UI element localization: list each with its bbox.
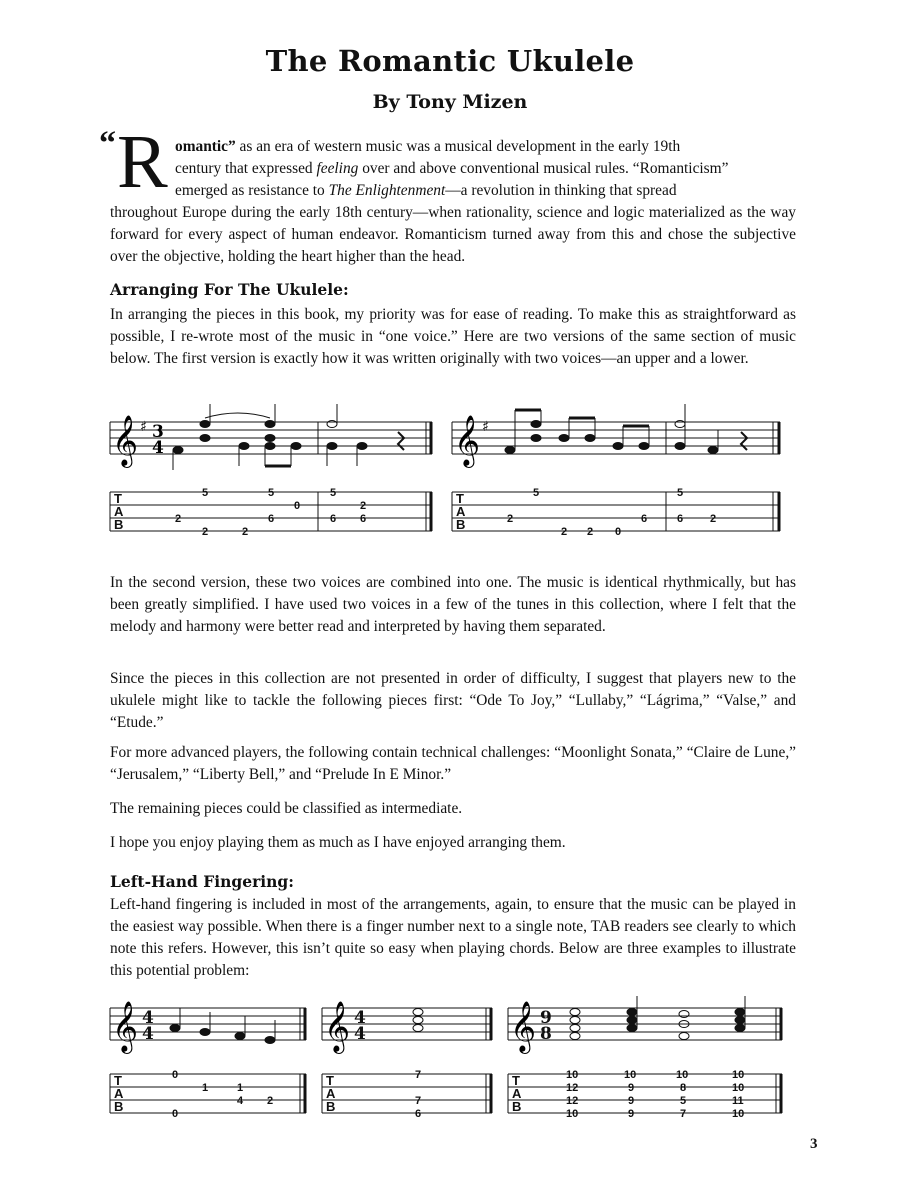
example3-tab-numbers [172,1069,273,1120]
example4-tab [322,1074,492,1113]
svg-text:T: T [114,491,122,506]
svg-text:10: 10 [732,1082,745,1094]
svg-text:10: 10 [624,1069,637,1081]
svg-text:5: 5 [330,487,337,499]
ex1-time-bottom: 4 [152,438,164,458]
svg-text:12: 12 [566,1082,579,1094]
treble-clef-icon: 𝄞 [510,1001,537,1052]
svg-text:2: 2 [587,526,594,538]
svg-text:10: 10 [732,1108,745,1120]
svg-text:11: 11 [732,1095,744,1107]
row2-notes [170,996,745,1044]
paragraph-arranging-2: In the second version, these two voices are combined into one. The music is identical rhythmically, but has been greatly simplified. I have used two voices in a few of the tunes in this collection, where I felt that the melody and harmony were better read and interpreted by having them separated. [110,574,796,635]
svg-text:B: B [456,517,466,532]
svg-text:2: 2 [507,513,514,525]
svg-text:A: A [456,504,466,519]
rests [398,432,747,450]
intro-line3: emerged as resistance to [175,182,329,199]
open-quote: “ [99,125,116,162]
ex4-time-bottom: 4 [354,1024,366,1044]
svg-text:T: T [326,1073,334,1088]
svg-text:6: 6 [268,513,275,525]
svg-text:2: 2 [202,526,209,538]
ex5-time-top: 9 [540,1008,552,1028]
treble-clef-icon: 𝄞 [112,1001,139,1052]
svg-text:10: 10 [566,1108,579,1120]
drop-cap: R [117,120,168,204]
intro-line3-rest: —a revolution in thinking that spread [445,182,677,199]
svg-text:1: 1 [202,1082,209,1094]
svg-text:5: 5 [680,1095,687,1107]
svg-text:T: T [512,1073,520,1088]
svg-text:12: 12 [566,1095,579,1107]
page-number: 3 [810,1136,818,1152]
example2-tab-numbers [507,487,716,538]
key-signature-sharp-icon: ♯ [140,419,147,435]
svg-text:10: 10 [732,1069,745,1081]
example4-tab-numbers [415,1069,421,1120]
svg-text:5: 5 [268,487,275,499]
svg-text:T: T [114,1073,122,1088]
svg-text:T: T [456,491,464,506]
svg-text:2: 2 [242,526,249,538]
svg-text:B: B [114,1099,124,1114]
svg-text:0: 0 [172,1069,179,1081]
intro-enlightenment: The Enlightenment [328,182,446,199]
svg-text:2: 2 [710,513,717,525]
paragraph-fingering: Left-hand fingering is included in most of the arrangements, again, to ensure that the music can be played in the easiest way possible. When there is a finger number next to a single note, TAB readers see clearly to which note this refers. However, this isn’t quite so easy when playing chords. Below are three examples to illustrate this potential problem: [110,896,796,979]
example1-notes [173,404,367,470]
svg-text:8: 8 [680,1082,687,1094]
example1-tab-numbers [175,487,366,538]
intro-line2: century that expressed [175,160,317,177]
paragraph-arranging-5: The remaining pieces could be classified as intermediate. [110,800,463,817]
svg-text:B: B [326,1099,336,1114]
paragraph-arranging-6: I hope you enjoy playing them as much as I have enjoyed arranging them. [110,834,566,851]
svg-text:6: 6 [677,513,684,525]
svg-text:2: 2 [267,1095,274,1107]
svg-text:5: 5 [202,487,209,499]
svg-text:9: 9 [628,1082,635,1094]
svg-text:A: A [512,1086,522,1101]
key-signature-sharp-icon: ♯ [482,419,489,435]
intro-first-word: omantic” [175,138,236,155]
svg-text:0: 0 [615,526,622,538]
svg-text:10: 10 [676,1069,689,1081]
svg-text:7: 7 [680,1108,687,1120]
svg-text:5: 5 [533,487,540,499]
heading-arranging: Arranging For The Ukulele: [110,280,349,299]
ex4-time-top: 4 [354,1008,366,1028]
svg-text:A: A [326,1086,336,1101]
svg-text:B: B [114,517,124,532]
svg-text:2: 2 [360,500,367,512]
ex5-time-bottom: 8 [540,1024,552,1044]
tab-label [114,491,466,532]
svg-text:4: 4 [237,1095,244,1107]
svg-text:7: 7 [415,1069,422,1081]
svg-text:A: A [114,1086,124,1101]
paragraph-arranging-4: For more advanced players, the following contain technical challenges: “Moonlight Sonata,” “Claire de Lune,” “Jerusalem,” “Liberty Bell,” and “Prelude In E Minor.” [110,744,796,783]
svg-text:10: 10 [566,1069,579,1081]
intro-feeling: feeling [316,160,359,177]
svg-text:9: 9 [628,1108,635,1120]
svg-text:5: 5 [677,487,684,499]
intro-line1: as an era of western music was a musical development in the early 19th [235,138,681,155]
treble-clef-icon: 𝄞 [112,415,139,466]
author-byline: By Tony Mizen [372,91,528,113]
svg-text:7: 7 [415,1095,422,1107]
svg-text:6: 6 [641,513,648,525]
ex3-time-bottom: 4 [142,1024,154,1044]
svg-text:A: A [114,504,124,519]
svg-text:2: 2 [175,513,182,525]
svg-text:0: 0 [172,1108,179,1120]
treble-clef-icon: 𝄞 [454,415,481,466]
treble-clef-icon: 𝄞 [324,1001,351,1052]
svg-text:6: 6 [330,513,337,525]
intro-paragraph-rest: throughout Europe during the early 18th century—when rationality, science and logic materialized as the way forward for every aspect of human endeavor. Romanticism turned away from this and chose the subjective over the objective, holding the heart higher than the head. [110,204,796,265]
paragraph-arranging-1: In arranging the pieces in this book, my priority was for ease of reading. To make this as straightforward as possible, I re-wrote most of the music in “one voice.” Here are two versions of the same section of music below. The first version is exactly how it was written originally with two voices—an upper and a lower. [110,306,796,367]
heading-left-hand-fingering: Left-Hand Fingering: [110,872,294,891]
paragraph-arranging-3: Since the pieces in this collection are not presented in order of difficulty, I suggest that players new to the ukulele might like to tackle the following pieces first: “Ode To Joy,” “Lullaby,” “Lágrima,” “Valse,” and “Etude.” [110,670,796,731]
svg-text:B: B [512,1099,522,1114]
page-title: The Romantic Ukulele [265,44,635,78]
ex3-time-top: 4 [142,1008,154,1028]
example5-tab-numbers [566,1069,744,1120]
ex1-time-top: 3 [152,422,164,442]
svg-text:2: 2 [561,526,568,538]
svg-text:9: 9 [628,1095,635,1107]
svg-text:0: 0 [294,500,301,512]
intro-line2-rest: over and above conventional musical rules. “Romanticism” [358,160,729,177]
svg-text:6: 6 [415,1108,422,1120]
svg-text:6: 6 [360,513,367,525]
svg-text:1: 1 [237,1082,244,1094]
